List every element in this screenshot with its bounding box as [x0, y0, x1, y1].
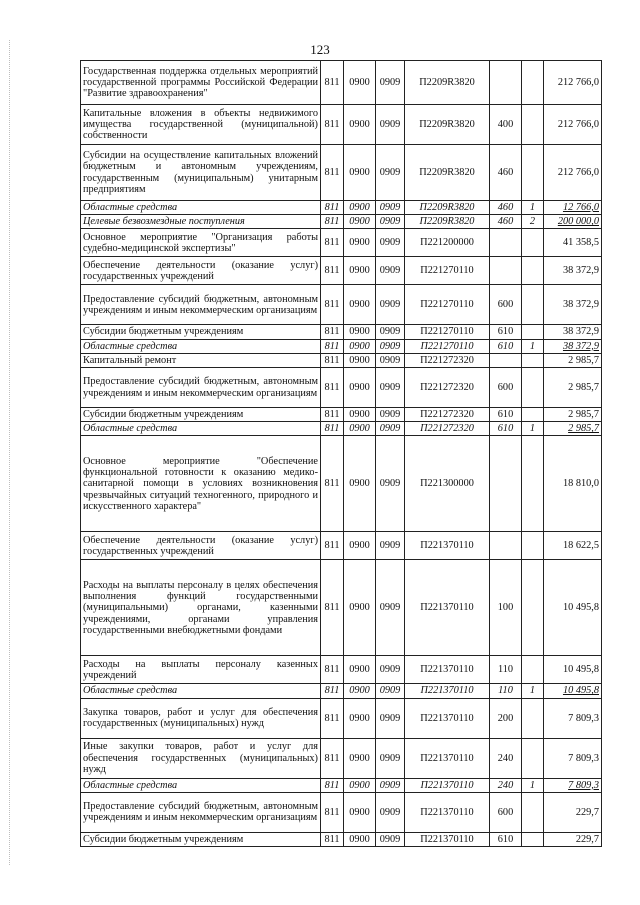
row-name-cell: Областные средства	[81, 339, 321, 353]
expense-type-code-cell: 460	[490, 145, 522, 201]
section-code-cell: 0900	[344, 229, 376, 257]
table-row	[81, 105, 602, 145]
subsection-code-cell: 0909	[376, 285, 405, 325]
source-code-cell	[522, 560, 544, 656]
row-name-cell: Субсидии бюджетным учреждениям	[81, 325, 321, 339]
row-name-cell: Областные средства	[81, 684, 321, 698]
section-code-cell: 0900	[344, 325, 376, 339]
table-row	[81, 778, 602, 792]
table-row	[81, 229, 602, 257]
amount-cell: 212 766,0	[544, 145, 602, 201]
amount-cell: 38 372,9	[544, 285, 602, 325]
expense-type-code-cell: 460	[490, 201, 522, 215]
ministry-code-cell: 811	[321, 61, 344, 105]
expense-type-code-cell: 610	[490, 408, 522, 422]
subsection-code-cell: 0909	[376, 532, 405, 560]
amount-cell: 38 372,9	[544, 325, 602, 339]
target-article-code-cell: П221370110	[405, 656, 490, 684]
ministry-code-cell: 811	[321, 201, 344, 215]
table-row	[81, 792, 602, 832]
expense-type-code-cell	[490, 532, 522, 560]
section-code-cell: 0900	[344, 257, 376, 285]
row-name-cell: Иные закупки товаров, работ и услуг для обеспечения государственных (муниципальных) нужд	[81, 738, 321, 778]
source-code-cell	[522, 145, 544, 201]
ministry-code-cell: 811	[321, 257, 344, 285]
target-article-code-cell: П2209R3820	[405, 61, 490, 105]
target-article-code-cell: П221370110	[405, 832, 490, 846]
expense-type-code-cell: 200	[490, 698, 522, 738]
subsection-code-cell: 0909	[376, 436, 405, 532]
section-code-cell: 0900	[344, 778, 376, 792]
row-name-cell: Областные средства	[81, 201, 321, 215]
subsection-code-cell: 0909	[376, 368, 405, 408]
ministry-code-cell: 811	[321, 325, 344, 339]
subsection-code-cell: 0909	[376, 684, 405, 698]
source-code-cell: 1	[522, 684, 544, 698]
source-code-cell	[522, 229, 544, 257]
ministry-code-cell: 811	[321, 105, 344, 145]
expense-type-code-cell	[490, 257, 522, 285]
subsection-code-cell: 0909	[376, 832, 405, 846]
table-row	[81, 698, 602, 738]
subsection-code-cell: 0909	[376, 229, 405, 257]
source-code-cell	[522, 353, 544, 367]
table-row	[81, 422, 602, 436]
source-code-cell	[522, 368, 544, 408]
target-article-code-cell: П221272320	[405, 368, 490, 408]
source-code-cell	[522, 738, 544, 778]
target-article-code-cell: П221200000	[405, 229, 490, 257]
row-name-cell: Капитальный ремонт	[81, 353, 321, 367]
source-code-cell	[522, 436, 544, 532]
expense-type-code-cell: 100	[490, 560, 522, 656]
expense-type-code-cell: 110	[490, 656, 522, 684]
amount-cell: 200 000,0	[544, 215, 602, 229]
table-row	[81, 285, 602, 325]
expense-type-code-cell: 240	[490, 778, 522, 792]
table-row	[81, 738, 602, 778]
table-row	[81, 61, 602, 105]
row-name-cell: Предоставление субсидий бюджетным, автономным учреждениям и иным некоммерческим организациям	[81, 285, 321, 325]
expense-type-code-cell: 400	[490, 105, 522, 145]
source-code-cell: 1	[522, 201, 544, 215]
target-article-code-cell: П221270110	[405, 257, 490, 285]
section-code-cell: 0900	[344, 560, 376, 656]
subsection-code-cell: 0909	[376, 560, 405, 656]
source-code-cell: 1	[522, 778, 544, 792]
section-code-cell: 0900	[344, 215, 376, 229]
page-number: 123	[310, 42, 330, 57]
table-row	[81, 832, 602, 846]
table-row	[81, 656, 602, 684]
target-article-code-cell: П221370110	[405, 684, 490, 698]
expense-type-code-cell: 600	[490, 368, 522, 408]
row-name-cell: Расходы на выплаты персоналу в целях обеспечения выполнения функций государственными (муниципальными) органами, казенными учреждениями, органами управления государственными внебюджетными фондами	[81, 560, 321, 656]
target-article-code-cell: П2209R3820	[405, 215, 490, 229]
target-article-code-cell: П221370110	[405, 738, 490, 778]
source-code-cell: 1	[522, 422, 544, 436]
amount-cell: 10 495,8	[544, 684, 602, 698]
amount-cell: 41 358,5	[544, 229, 602, 257]
expense-type-code-cell: 610	[490, 832, 522, 846]
source-code-cell	[522, 832, 544, 846]
expense-type-code-cell	[490, 436, 522, 532]
amount-cell: 2 985,7	[544, 368, 602, 408]
target-article-code-cell: П221370110	[405, 560, 490, 656]
source-code-cell	[522, 257, 544, 285]
ministry-code-cell: 811	[321, 436, 344, 532]
expense-type-code-cell: 460	[490, 215, 522, 229]
ministry-code-cell: 811	[321, 339, 344, 353]
target-article-code-cell: П221370110	[405, 778, 490, 792]
table-row	[81, 436, 602, 532]
table-row	[81, 339, 602, 353]
row-name-cell: Предоставление субсидий бюджетным, автономным учреждениям и иным некоммерческим организациям	[81, 368, 321, 408]
amount-cell: 212 766,0	[544, 61, 602, 105]
table-row	[81, 145, 602, 201]
expense-type-code-cell: 240	[490, 738, 522, 778]
ministry-code-cell: 811	[321, 229, 344, 257]
expense-type-code-cell: 610	[490, 422, 522, 436]
ministry-code-cell: 811	[321, 285, 344, 325]
row-name-cell: Обеспечение деятельности (оказание услуг) государственных учреждений	[81, 532, 321, 560]
section-code-cell: 0900	[344, 792, 376, 832]
source-code-cell	[522, 408, 544, 422]
subsection-code-cell: 0909	[376, 61, 405, 105]
source-code-cell: 2	[522, 215, 544, 229]
ministry-code-cell: 811	[321, 215, 344, 229]
subsection-code-cell: 0909	[376, 201, 405, 215]
budget-table-body	[81, 61, 602, 847]
table-row	[81, 408, 602, 422]
ministry-code-cell: 811	[321, 684, 344, 698]
table-row	[81, 560, 602, 656]
section-code-cell: 0900	[344, 656, 376, 684]
subsection-code-cell: 0909	[376, 792, 405, 832]
section-code-cell: 0900	[344, 684, 376, 698]
ministry-code-cell: 811	[321, 368, 344, 408]
row-name-cell: Субсидии бюджетным учреждениям	[81, 408, 321, 422]
ministry-code-cell: 811	[321, 145, 344, 201]
section-code-cell: 0900	[344, 832, 376, 846]
row-name-cell: Обеспечение деятельности (оказание услуг) государственных учреждений	[81, 257, 321, 285]
source-code-cell	[522, 532, 544, 560]
target-article-code-cell: П221272320	[405, 422, 490, 436]
section-code-cell: 0900	[344, 698, 376, 738]
section-code-cell: 0900	[344, 353, 376, 367]
target-article-code-cell: П221272320	[405, 408, 490, 422]
ministry-code-cell: 811	[321, 656, 344, 684]
row-name-cell: Основное мероприятие "Организация работы судебно-медицинской экспертизы"	[81, 229, 321, 257]
subsection-code-cell: 0909	[376, 145, 405, 201]
row-name-cell: Целевые безвозмездные поступления	[81, 215, 321, 229]
subsection-code-cell: 0909	[376, 105, 405, 145]
section-code-cell: 0900	[344, 201, 376, 215]
target-article-code-cell: П2209R3820	[405, 105, 490, 145]
table-row	[81, 684, 602, 698]
expense-type-code-cell: 610	[490, 325, 522, 339]
amount-cell: 12 766,0	[544, 201, 602, 215]
section-code-cell: 0900	[344, 339, 376, 353]
section-code-cell: 0900	[344, 105, 376, 145]
ministry-code-cell: 811	[321, 832, 344, 846]
ministry-code-cell: 811	[321, 422, 344, 436]
target-article-code-cell: П221370110	[405, 792, 490, 832]
source-code-cell	[522, 698, 544, 738]
subsection-code-cell: 0909	[376, 408, 405, 422]
row-name-cell: Закупка товаров, работ и услуг для обеспечения государственных (муниципальных) нужд	[81, 698, 321, 738]
subsection-code-cell: 0909	[376, 257, 405, 285]
amount-cell: 38 372,9	[544, 339, 602, 353]
row-name-cell: Областные средства	[81, 778, 321, 792]
source-code-cell	[522, 61, 544, 105]
section-code-cell: 0900	[344, 738, 376, 778]
section-code-cell: 0900	[344, 61, 376, 105]
table-row	[81, 368, 602, 408]
row-name-cell: Областные средства	[81, 422, 321, 436]
target-article-code-cell: П221270110	[405, 325, 490, 339]
table-row	[81, 353, 602, 367]
amount-cell: 18 622,5	[544, 532, 602, 560]
section-code-cell: 0900	[344, 145, 376, 201]
row-name-cell: Основное мероприятие "Обеспечение функциональной готовности к оказанию медико-санитарной помощи в условиях возникновения чрезвычайных ситуаций техногенного, природного и искусственного характера"	[81, 436, 321, 532]
ministry-code-cell: 811	[321, 532, 344, 560]
section-code-cell: 0900	[344, 436, 376, 532]
source-code-cell	[522, 105, 544, 145]
subsection-code-cell: 0909	[376, 778, 405, 792]
row-name-cell: Государственная поддержка отдельных мероприятий государственной программы Российской Федерации "Развитие здравоохранения"	[81, 61, 321, 105]
ministry-code-cell: 811	[321, 792, 344, 832]
subsection-code-cell: 0909	[376, 698, 405, 738]
target-article-code-cell: П221270110	[405, 285, 490, 325]
amount-cell: 2 985,7	[544, 422, 602, 436]
target-article-code-cell: П221272320	[405, 353, 490, 367]
source-code-cell	[522, 656, 544, 684]
subsection-code-cell: 0909	[376, 215, 405, 229]
row-name-cell: Расходы на выплаты персоналу казенных учреждений	[81, 656, 321, 684]
expense-type-code-cell	[490, 353, 522, 367]
amount-cell: 18 810,0	[544, 436, 602, 532]
expense-type-code-cell: 600	[490, 792, 522, 832]
source-code-cell	[522, 285, 544, 325]
subsection-code-cell: 0909	[376, 738, 405, 778]
amount-cell: 2 985,7	[544, 408, 602, 422]
expense-type-code-cell: 600	[490, 285, 522, 325]
source-code-cell	[522, 792, 544, 832]
amount-cell: 38 372,9	[544, 257, 602, 285]
table-row	[81, 201, 602, 215]
subsection-code-cell: 0909	[376, 422, 405, 436]
table-row	[81, 532, 602, 560]
section-code-cell: 0900	[344, 285, 376, 325]
amount-cell: 10 495,8	[544, 656, 602, 684]
amount-cell: 229,7	[544, 792, 602, 832]
binding-margin-marks	[9, 40, 10, 865]
ministry-code-cell: 811	[321, 353, 344, 367]
expense-type-code-cell: 610	[490, 339, 522, 353]
ministry-code-cell: 811	[321, 560, 344, 656]
amount-cell: 229,7	[544, 832, 602, 846]
table-row	[81, 215, 602, 229]
amount-cell: 7 809,3	[544, 778, 602, 792]
subsection-code-cell: 0909	[376, 325, 405, 339]
table-row	[81, 325, 602, 339]
subsection-code-cell: 0909	[376, 353, 405, 367]
source-code-cell	[522, 325, 544, 339]
amount-cell: 212 766,0	[544, 105, 602, 145]
row-name-cell: Субсидии на осуществление капитальных вложений бюджетным и автономным учреждениям, государственным (муниципальным) унитарным предприятиям	[81, 145, 321, 201]
section-code-cell: 0900	[344, 422, 376, 436]
amount-cell: 2 985,7	[544, 353, 602, 367]
table-row	[81, 257, 602, 285]
subsection-code-cell: 0909	[376, 339, 405, 353]
row-name-cell: Субсидии бюджетным учреждениям	[81, 832, 321, 846]
section-code-cell: 0900	[344, 532, 376, 560]
subsection-code-cell: 0909	[376, 656, 405, 684]
source-code-cell: 1	[522, 339, 544, 353]
ministry-code-cell: 811	[321, 698, 344, 738]
target-article-code-cell: П221300000	[405, 436, 490, 532]
amount-cell: 10 495,8	[544, 560, 602, 656]
section-code-cell: 0900	[344, 368, 376, 408]
target-article-code-cell: П221370110	[405, 532, 490, 560]
expense-type-code-cell: 110	[490, 684, 522, 698]
expense-type-code-cell	[490, 229, 522, 257]
amount-cell: 7 809,3	[544, 698, 602, 738]
ministry-code-cell: 811	[321, 408, 344, 422]
target-article-code-cell: П221270110	[405, 339, 490, 353]
target-article-code-cell: П2209R3820	[405, 201, 490, 215]
target-article-code-cell: П221370110	[405, 698, 490, 738]
budget-table	[80, 60, 602, 847]
row-name-cell: Предоставление субсидий бюджетным, автономным учреждениям и иным некоммерческим организациям	[81, 792, 321, 832]
expense-type-code-cell	[490, 61, 522, 105]
ministry-code-cell: 811	[321, 778, 344, 792]
row-name-cell: Капитальные вложения в объекты недвижимого имущества государственной (муниципальной) собственности	[81, 105, 321, 145]
amount-cell: 7 809,3	[544, 738, 602, 778]
target-article-code-cell: П2209R3820	[405, 145, 490, 201]
section-code-cell: 0900	[344, 408, 376, 422]
ministry-code-cell: 811	[321, 738, 344, 778]
